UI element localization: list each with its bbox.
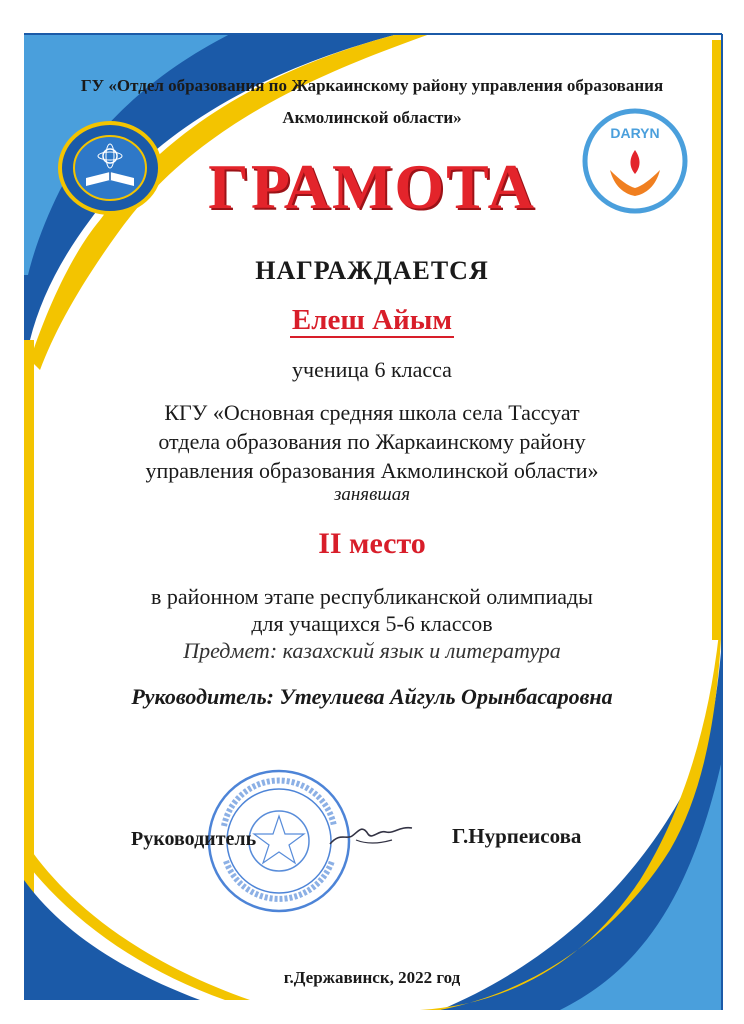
took-label: занявшая bbox=[333, 484, 411, 505]
signature-label: Руководитель bbox=[131, 828, 257, 850]
signatory-name: Г.Нурпеисова bbox=[452, 824, 582, 848]
competition-line-1: в районном этапе республиканской олимпиады bbox=[151, 584, 593, 609]
supervisor-line: Руководитель: Утеулиева Айгуль Орынбасаровна bbox=[131, 684, 613, 709]
organization-line-1: ГУ «Отдел образования по Жаркаинскому району управления образования bbox=[80, 76, 664, 95]
place-date: г.Державинск, 2022 год bbox=[283, 968, 461, 987]
handwritten-signature bbox=[326, 810, 416, 860]
school-block bbox=[0, 398, 744, 485]
school-line-3: управления образования Акмолинской области» bbox=[145, 458, 599, 483]
grade-line: ученица 6 класса bbox=[292, 357, 452, 382]
competition-line-2: для учащихся 5-6 классов bbox=[251, 611, 493, 636]
competition-block bbox=[0, 583, 744, 637]
school-line-1: КГУ «Основная средняя школа села Тассуат bbox=[164, 400, 580, 425]
recipient-name-text: Елеш Айым bbox=[291, 304, 453, 336]
certificate-title: ГРАМОТА bbox=[208, 151, 536, 222]
awarded-heading: НАГРАЖДАЕТСЯ bbox=[255, 256, 489, 285]
recipient-name bbox=[0, 304, 744, 337]
daryn-logo-text: DARYN bbox=[610, 125, 660, 141]
organization-line-2: Акмолинской области» bbox=[282, 108, 462, 127]
school-line-2: отдела образования по Жаркаинскому району bbox=[158, 429, 586, 454]
subject-line: Предмет: казахский язык и литература bbox=[183, 638, 561, 663]
place-result: II место bbox=[318, 527, 426, 560]
